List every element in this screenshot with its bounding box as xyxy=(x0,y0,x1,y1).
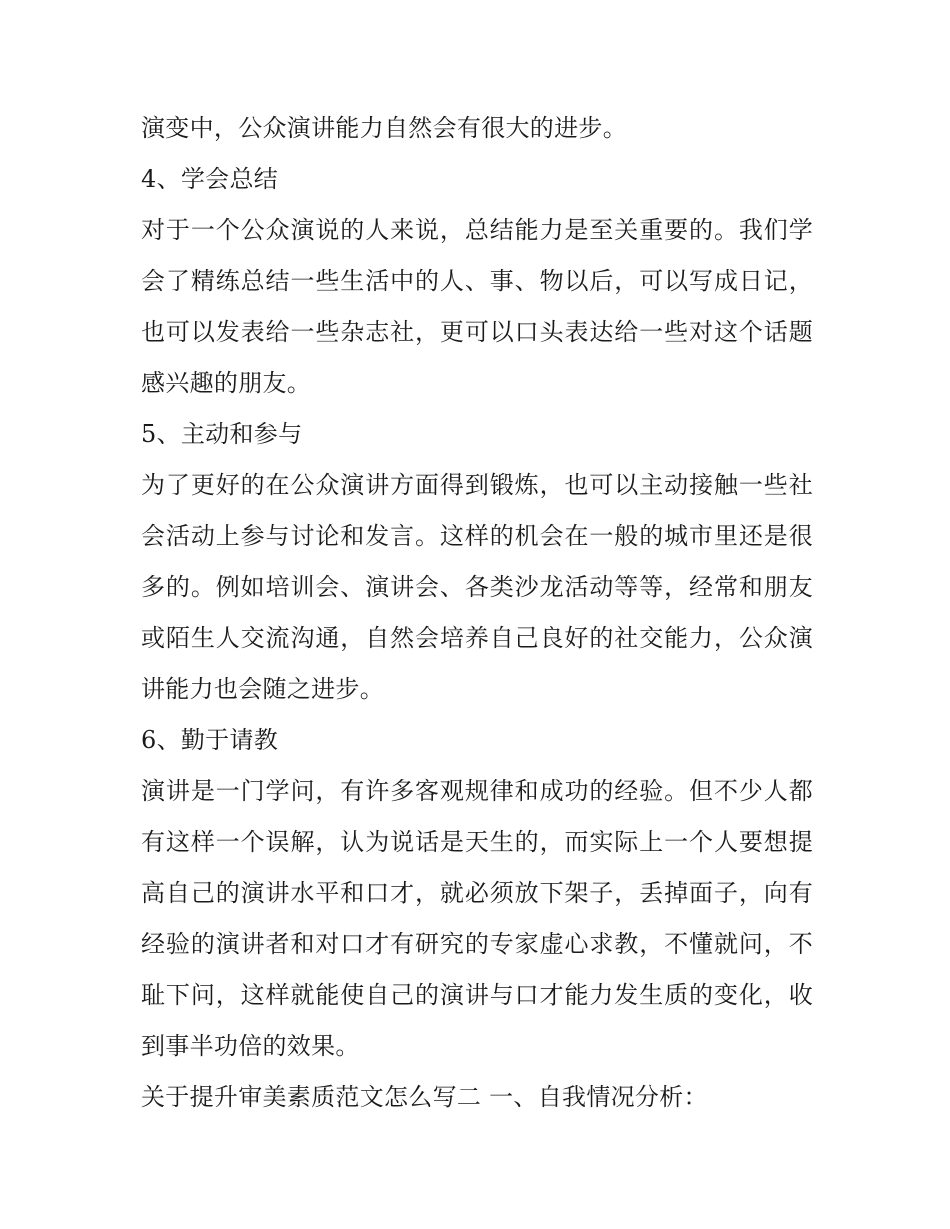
section-title-line: 关于提升审美素质范文怎么写二 一、自我情况分析： xyxy=(141,1083,708,1111)
body-paragraph: 演变中，公众演讲能力自然会有很大的进步。 xyxy=(141,114,627,142)
section-heading-5: 5、主动和参与 xyxy=(141,420,303,448)
body-paragraph: 为了更好的在公众演讲方面得到锻炼，也可以主动接触一些社会活动上参与讨论和发言。这样的机会在一般的城市里还是很多的。例如培训会、演讲会、各类沙龙活动等等，经常和朋友或陌生人交流沟通，自然会培养自己良好的社交能力，公众演讲能力也会随之进步。 xyxy=(141,471,813,703)
section-heading-4: 4、学会总结 xyxy=(141,165,279,193)
body-paragraph: 对于一个公众演说的人来说，总结能力是至关重要的。我们学会了精练总结一些生活中的人、事、物以后，可以写成日记，也可以发表给一些杂志社，更可以口头表达给一些对这个话题感兴趣的朋友。 xyxy=(141,216,813,397)
section-heading-6: 6、勤于请教 xyxy=(141,726,279,754)
document-page xyxy=(141,103,813,1123)
body-paragraph: 演讲是一门学问，有许多客观规律和成功的经验。但不少人都有这样一个误解，认为说话是天生的，而实际上一个人要想提高自己的演讲水平和口才，就必须放下架子，丢掉面子，向有经验的演讲者和对口才有研究的专家虚心求教，不懂就问，不耻下问，这样就能使自己的演讲与口才能力发生质的变化，收到事半功倍的效果。 xyxy=(141,777,813,1060)
